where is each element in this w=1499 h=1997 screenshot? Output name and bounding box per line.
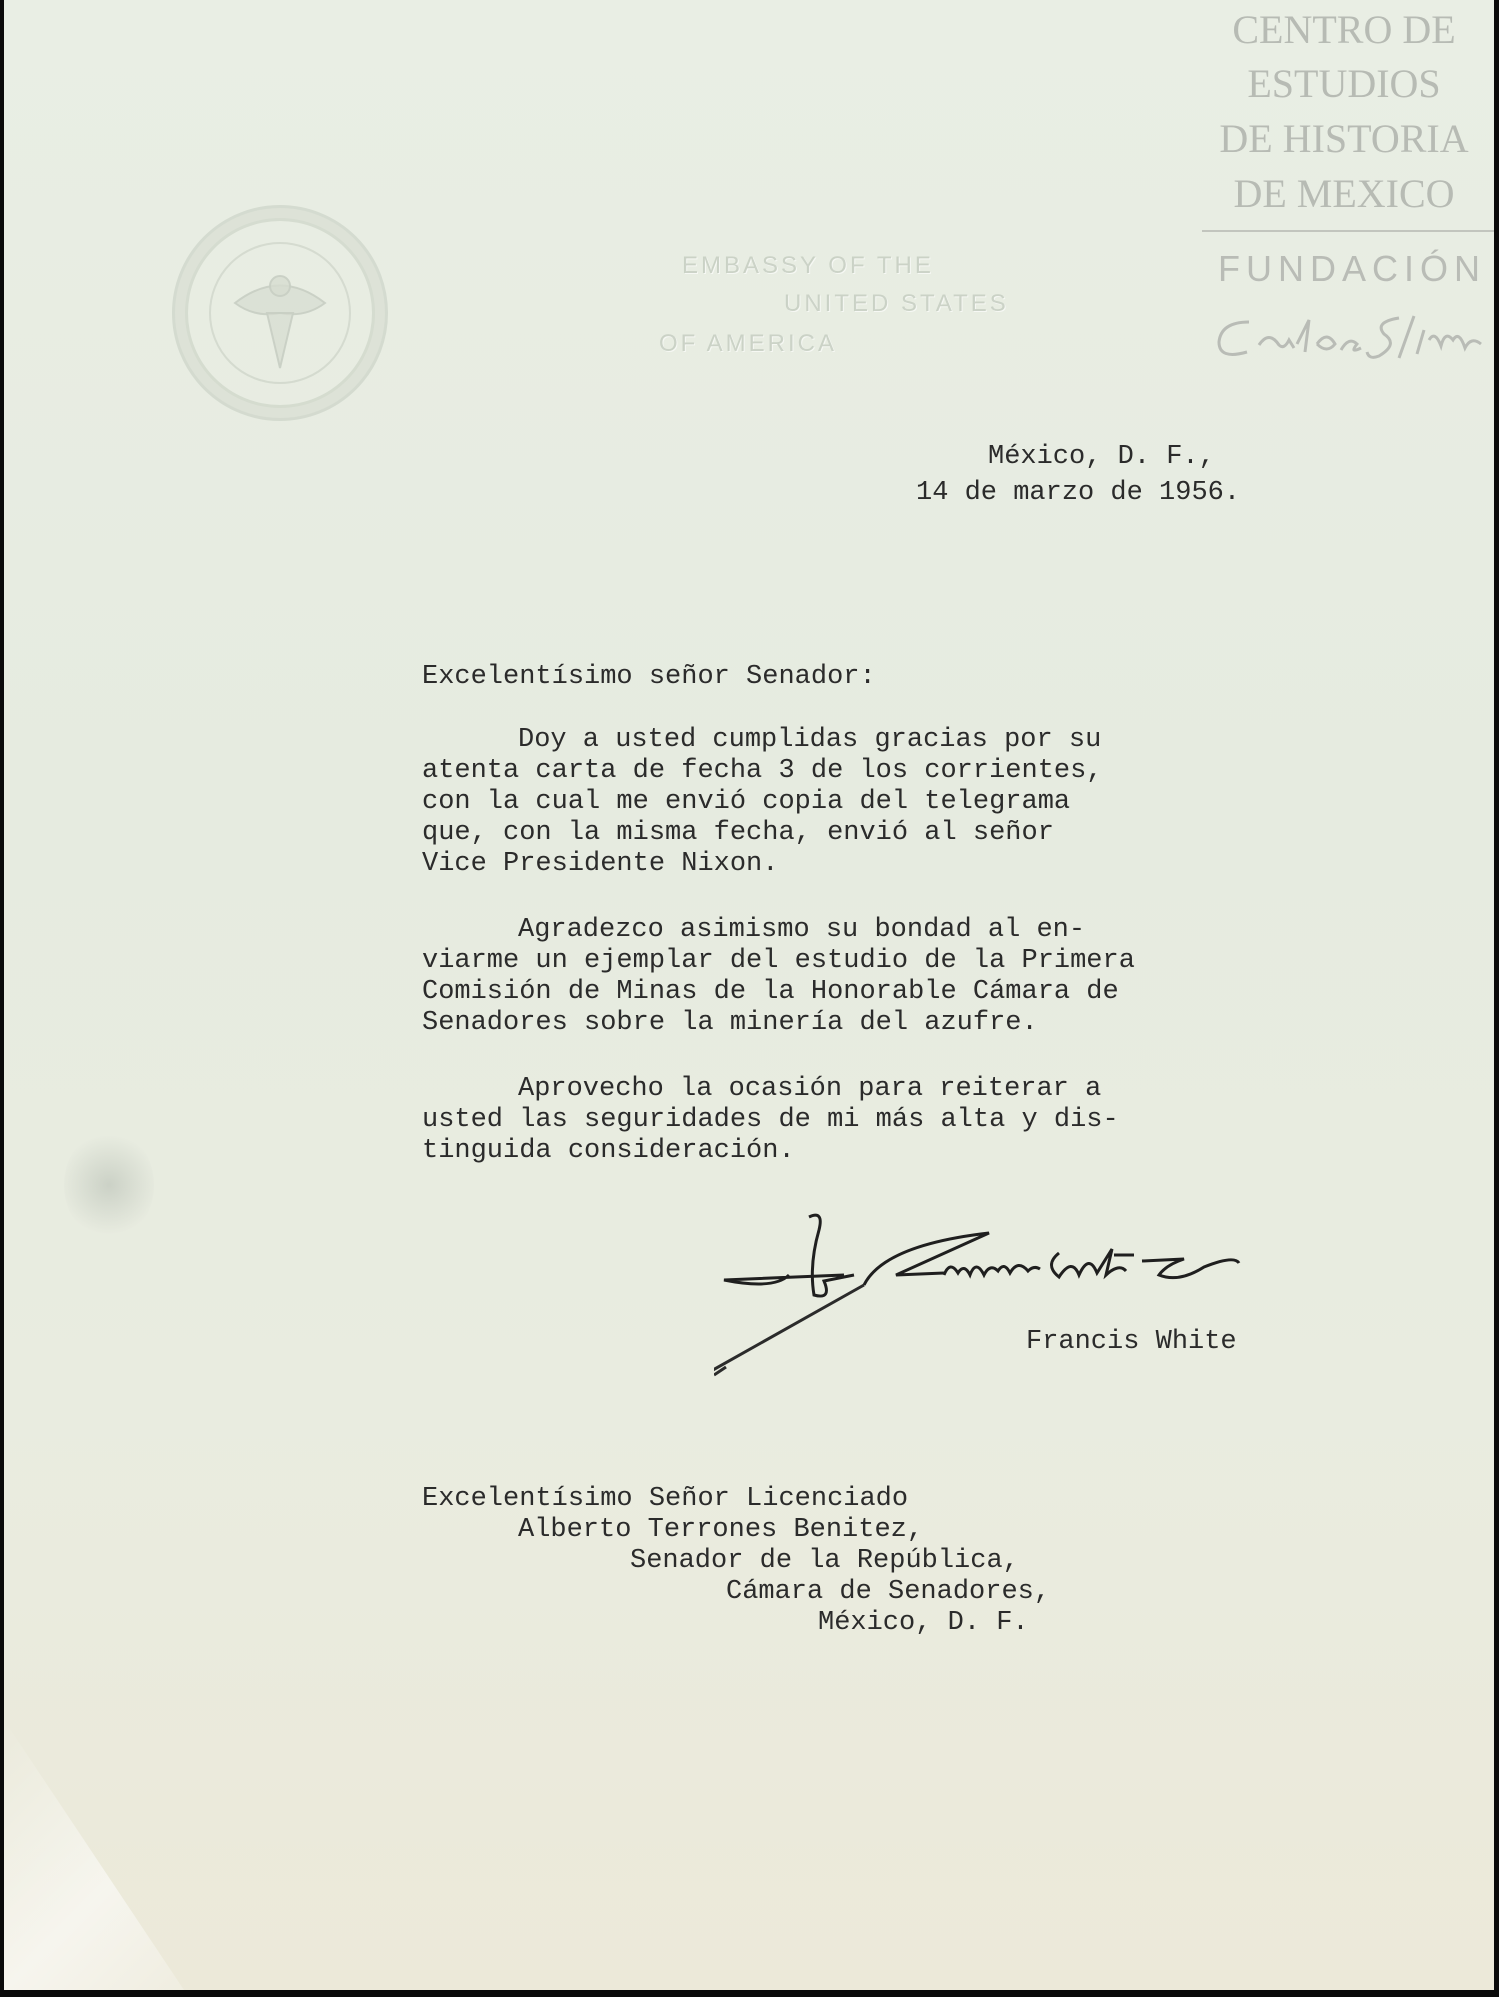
emboss-line-3: OF AMERICA bbox=[659, 330, 838, 357]
letter-sheet bbox=[4, 0, 1494, 1990]
paragraph-1-line: Doy a usted cumplidas gracias por su bbox=[518, 725, 1102, 755]
watermark-signature-icon bbox=[1209, 300, 1494, 375]
paragraph-1-line: Vice Presidente Nixon. bbox=[422, 849, 779, 879]
watermark-divider bbox=[1202, 230, 1494, 232]
paragraph-3-line: tinguida consideración. bbox=[422, 1136, 795, 1166]
paragraph-2-line: viarme un ejemplar del estudio de la Primera bbox=[422, 946, 1135, 976]
address-line: Cámara de Senadores, bbox=[726, 1577, 1051, 1607]
signer-name: Francis White bbox=[1026, 1327, 1237, 1357]
watermark-foundation: FUNDACIÓN bbox=[1218, 248, 1486, 289]
letter-place: México, D. F., bbox=[988, 442, 1215, 472]
paragraph-2-line: Senadores sobre la minería del azufre. bbox=[422, 1008, 1038, 1038]
paper-smudge bbox=[64, 1130, 154, 1240]
address-line: Excelentísimo Señor Licenciado bbox=[422, 1484, 909, 1514]
address-line: Alberto Terrones Benitez, bbox=[518, 1515, 924, 1545]
watermark-line-4: DE MEXICO bbox=[1233, 171, 1455, 216]
paragraph-1-line: que, con la misma fecha, envió al señor bbox=[422, 818, 1054, 848]
paper-fold bbox=[4, 1720, 184, 1990]
emboss-line-2: UNITED STATES bbox=[784, 290, 1009, 317]
embossed-seal-icon bbox=[172, 205, 388, 421]
paragraph-3-line: Aprovecho la ocasión para reiterar a bbox=[518, 1074, 1102, 1104]
paragraph-3-line: usted las seguridades de mi más alta y dis- bbox=[422, 1105, 1119, 1135]
handwritten-signature-icon bbox=[714, 1205, 1354, 1390]
paragraph-1-line: con la cual me envió copia del telegrama bbox=[422, 787, 1071, 817]
watermark-line-1: CENTRO DE bbox=[1232, 7, 1456, 52]
letter-date: 14 de marzo de 1956. bbox=[916, 478, 1241, 508]
letter-salutation: Excelentísimo señor Senador: bbox=[422, 662, 876, 692]
watermark-line-2: ESTUDIOS bbox=[1247, 61, 1441, 106]
paragraph-2-line: Agradezco asimismo su bondad al en- bbox=[518, 915, 1086, 945]
paragraph-2-line: Comisión de Minas de la Honorable Cámara de bbox=[422, 977, 1119, 1007]
paragraph-1-line: atenta carta de fecha 3 de los corrientes, bbox=[422, 756, 1103, 786]
address-line: México, D. F. bbox=[818, 1608, 1029, 1638]
watermark-line-3: DE HISTORIA bbox=[1219, 116, 1469, 161]
address-line: Senador de la República, bbox=[630, 1546, 1019, 1576]
emboss-line-1: EMBASSY OF THE bbox=[682, 252, 934, 279]
